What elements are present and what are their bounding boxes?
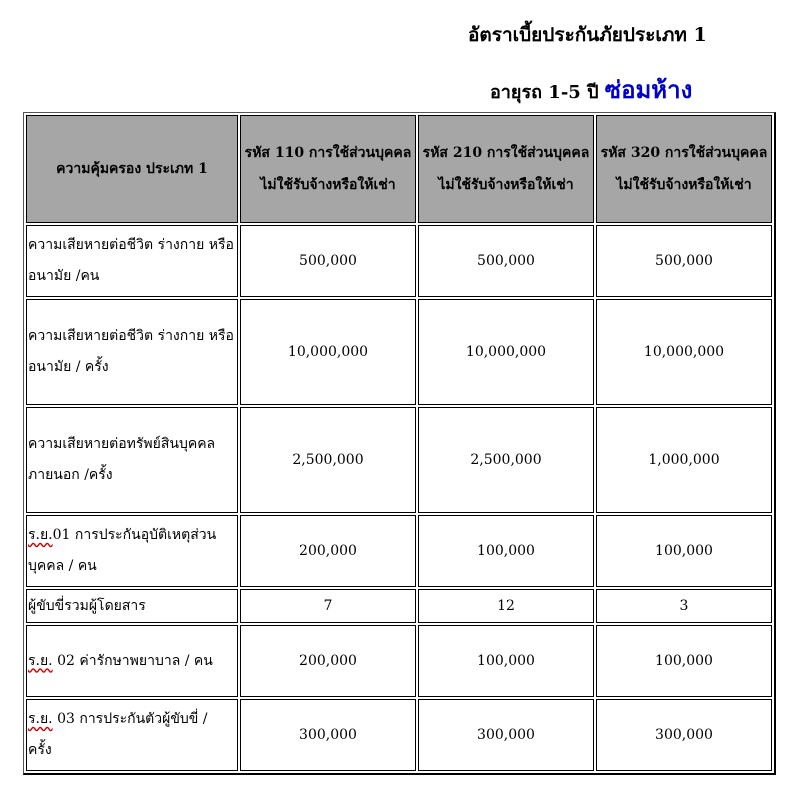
row-label xyxy=(26,699,238,771)
header-code-110: รหัส 110 การใช้ส่วนบุคคล ไม่ใช้รับจ้างหรือให้เช่า xyxy=(240,115,416,223)
cell-value: 3 xyxy=(596,589,772,623)
table-row xyxy=(26,299,772,405)
rates-table xyxy=(23,112,776,775)
header-code-210: รหัส 210 การใช้ส่วนบุคคล ไม่ใช้รับจ้างหรือให้เช่า xyxy=(418,115,594,223)
header-coverage: ความคุ้มครอง ประเภท 1 xyxy=(26,115,238,223)
header-code-320: รหัส 320 การใช้ส่วนบุคคล ไม่ใช้รับจ้างหรือให้เช่า xyxy=(596,115,772,223)
cell-value: 500,000 xyxy=(596,225,772,297)
table-row xyxy=(26,225,772,297)
table-row xyxy=(26,515,772,587)
cell-value: 10,000,000 xyxy=(596,299,772,405)
cell-value: 500,000 xyxy=(418,225,594,297)
table-row xyxy=(26,589,772,623)
cell-value: 300,000 xyxy=(418,699,594,771)
table-row xyxy=(26,407,772,513)
page-subtitle xyxy=(490,70,692,109)
page-title: อัตราเบี้ยประกันภัยประเภท 1 xyxy=(468,24,707,46)
table-row xyxy=(26,625,772,697)
row-label-text: 01 การประกันอุบัติเหตุส่วนบุคคล / คน xyxy=(28,527,217,574)
cell-value: 500,000 xyxy=(240,225,416,297)
row-label xyxy=(26,625,238,697)
row-label: ความเสียหายต่อทรัพย์สินบุคคลภายนอก /ครั้ง xyxy=(26,407,238,513)
subtitle-accent: ซ่อมห้าง xyxy=(604,75,693,104)
row-label-abbr: ร.ย. xyxy=(28,652,53,669)
cell-value: 1,000,000 xyxy=(596,407,772,513)
row-label-text: 02 ค่ารักษาพยาบาล / คน xyxy=(52,652,213,669)
cell-value: 100,000 xyxy=(596,625,772,697)
table-row xyxy=(26,699,772,771)
row-label: ความเสียหายต่อชีวิต ร่างกาย หรืออนามัย /คน xyxy=(26,225,238,297)
cell-value: 10,000,000 xyxy=(240,299,416,405)
row-label: ผู้ขับขี่รวมผู้โดยสาร xyxy=(26,589,238,623)
cell-value: 12 xyxy=(418,589,594,623)
cell-value: 300,000 xyxy=(240,699,416,771)
cell-value: 7 xyxy=(240,589,416,623)
cell-value: 200,000 xyxy=(240,515,416,587)
cell-value: 100,000 xyxy=(596,515,772,587)
cell-value: 200,000 xyxy=(240,625,416,697)
cell-value: 2,500,000 xyxy=(240,407,416,513)
cell-value: 100,000 xyxy=(418,625,594,697)
cell-value: 300,000 xyxy=(596,699,772,771)
cell-value: 10,000,000 xyxy=(418,299,594,405)
header-row xyxy=(26,115,772,223)
row-label-abbr: ร.ย. xyxy=(28,711,53,727)
cell-value: 2,500,000 xyxy=(418,407,594,513)
subtitle-text: อายุรถ 1-5 ปี xyxy=(490,82,605,103)
row-label-abbr: ร.ย. xyxy=(28,527,53,543)
row-label: ความเสียหายต่อชีวิต ร่างกาย หรืออนามัย / ครั้ง xyxy=(26,299,238,405)
row-label xyxy=(26,515,238,587)
cell-value: 100,000 xyxy=(418,515,594,587)
row-label-text: 03 การประกันตัวผู้ขับขี่ / ครั้ง xyxy=(28,711,208,758)
